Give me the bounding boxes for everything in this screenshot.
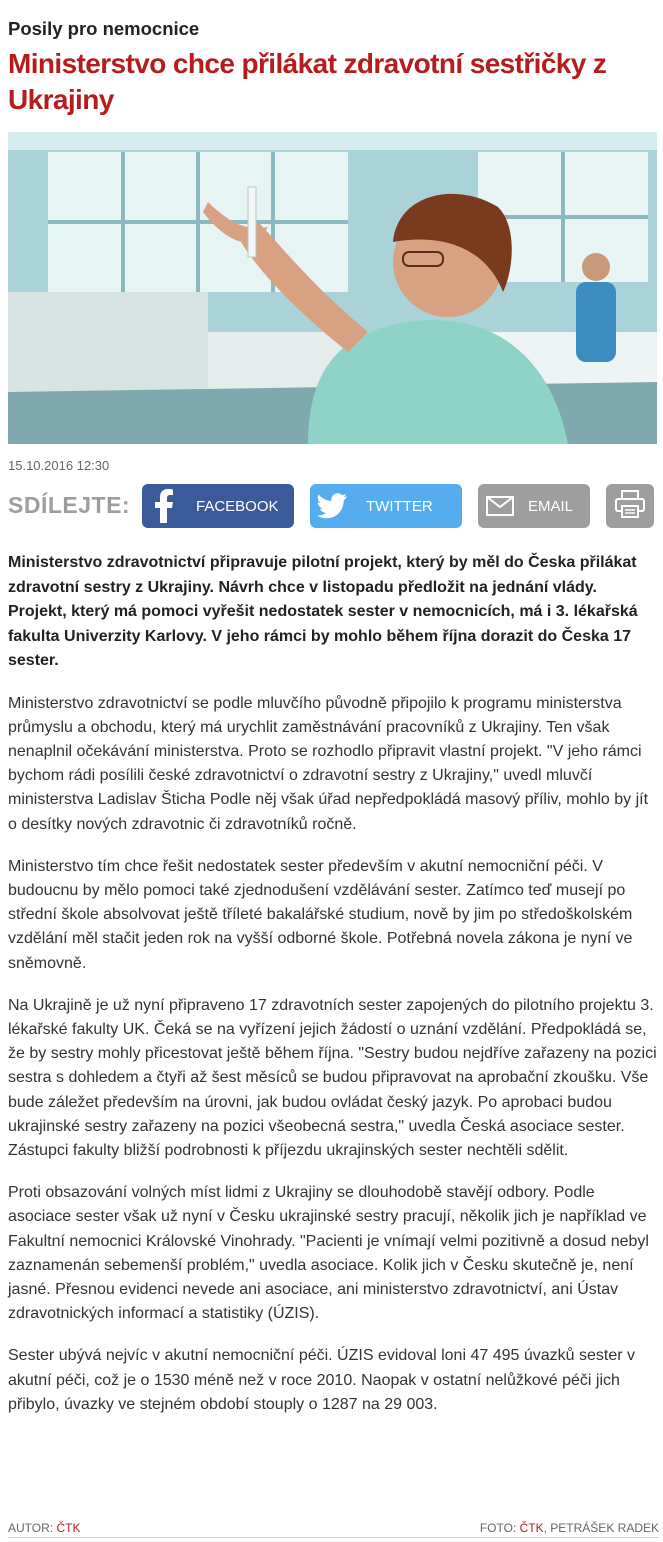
publish-date: 15.10.2016 12:30 [8,458,110,473]
share-bar [8,484,658,532]
facebook-icon [142,484,186,528]
email-share-button[interactable] [478,484,590,528]
photo-label: FOTO: [479,1521,517,1535]
envelope-icon [478,484,522,528]
twitter-share-button[interactable] [310,484,462,528]
photo-source-link[interactable]: ČTK [519,1521,544,1535]
article-paragraph: Na Ukrajině je už nyní připraveno 17 zdravotních sester zapojených do pilotního projektu 3. lékařské fakulty UK. Čeká se na vyřízení jejich žádostí o uznání vzdělání. Předpokládá se, že by sestry mohly přicestovat ještě během října. "Sestry budou nejdříve zařazeny na pozici sestra s dohledem a čtyři až šest měsíců se budou připravovat na aprobační zkoušku. Vše bude záležet především na úrovni, jak budou ovládat český jazyk. Po aprobaci budou ukrajinské sestry zařazeny na pozici všeobecná sestra," uvedla Česká asociace sester. Zástupci fakulty bližší podrobnosti k příjezdu ukrajinských sester nechtěli sdělit. [8,996,657,1159]
photo-separator: , [543,1521,547,1535]
share-label: SDÍLEJTE: [8,492,131,518]
article-paragraph: Ministerstvo zdravotnictví se podle mluvčího původně připojilo k programu ministerstva průmyslu a obchodu, který má urychlit zaměstnávání pracovníků z Ukrajiny. Ten však nenaplnil očekávání ministerstva. Proto se rozhodlo připravit vlastní projekt. "V jeho rámci bychom rádi posílili české zdravotnictví o zdravotní sestry z Ukrajiny," uvedl mluvčí ministerstva Ladislav Šticha Podle něj však úřad nepředpokládá masový příliv, mohlo by jít o desítky nových zdravotnic či zdravotníků ročně. [8,694,649,833]
article-paragraph: Proti obsazování volných míst lidmi z Ukrajiny se dlouhodobě stavějí odbory. Podle asociace sester však už nyní v Česku ukrajinské sestry pracují, několik jich je například ve Fakultní nemocnici Královské Vinohrady. "Pacienti je vnímají velmi pozitivně a dosud nebyl zaznamenán sebemenší problém," uvedla asociace. Kolik jich v Česku skutečně je, není jasné. Přesnou evidenci nevede ani asociace, ani ministerstvo zdravotnictví, ani Ústav zdravotnických informací a statistiky (ÚZIS). [8,1184,649,1323]
article-lead: Ministerstvo zdravotnictví připravuje pilotní projekt, který by měl do Česka přilákat zdravotní sestry z Ukrajiny. Návrh chce v listopadu předložit na jednání vlády. Projekt, který má pomoci vyřešit nedostatek sester v nemocnicích, má i 3. lékařská fakulta Univerzity Karlovy. V jeho rámci by mohlo během října dorazit do Česka 17 sester. [8,554,638,669]
twitter-label: TWITTER [366,497,433,515]
author-link[interactable]: ČTK [56,1521,81,1535]
article-kicker: Posily pro nemocnice [8,18,200,39]
article-headline: Ministerstvo chce přilákat zdravotní sestřičky z Ukrajiny [8,48,607,115]
author-label: AUTOR: [8,1521,54,1535]
facebook-label: FACEBOOK [196,497,279,515]
email-label: EMAIL [528,497,574,515]
article-paragraph: Ministerstvo tím chce řešit nedostatek sester především v akutní nemocniční péči. V budoucnu by mělo pomoci také zjednodušení vzdělávání sester. Zatímco teď musejí po střední škole absolvovat ještě tříleté bakalářské studium, nově by jim po středoškolském vzdělání měl stačit jeden rok na vyšší odborné škole. Potřebná novela zákona je nyní ve sněmovně. [8,857,633,972]
printer-icon [615,490,645,522]
print-button[interactable] [606,484,654,528]
nurse-photo-illustration [8,132,657,444]
article-paragraph: Sester ubývá nejvíc v akutní nemocniční péči. ÚZIS evidoval loni 47 495 úvazků sester v akutní péči, což je o 1530 méně než v roce 2010. Naopak v ostatní nelůžkové péči jich přibylo, úvazky ve stejném období stouply o 1287 na 29 003. [8,1347,635,1413]
article [8,0,658,1417]
twitter-icon [310,484,354,528]
article-footer [8,1521,659,1538]
facebook-share-button[interactable] [142,484,294,528]
photo-credit [480,1521,659,1535]
article-photo[interactable] [8,132,657,444]
photographer-name: PETRÁŠEK RADEK [550,1521,659,1535]
